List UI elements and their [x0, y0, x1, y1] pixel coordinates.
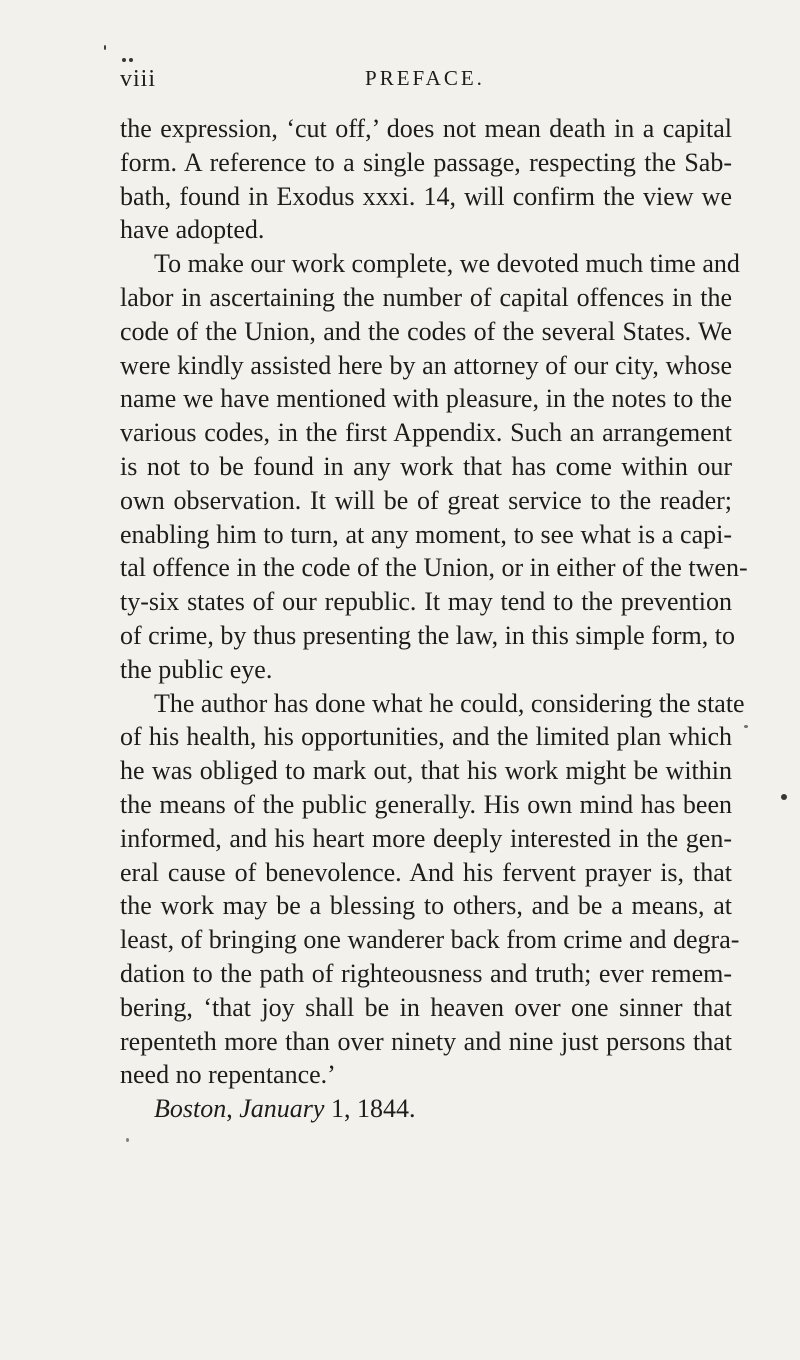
- text-line: form. A reference to a single passage, respecting the Sab-: [120, 147, 732, 177]
- signature-place: Boston: [154, 1094, 227, 1124]
- text-line: he was obliged to mark out, that his work might be within: [120, 756, 732, 786]
- text-line: least, of bringing one wanderer back from crime and degra-: [120, 925, 740, 955]
- ink-speck: [122, 58, 126, 62]
- text-line: bering, ‘that joy shall be in heaven over one sinner that: [120, 992, 732, 1022]
- ink-speck: [104, 45, 106, 50]
- signature-date: January: [239, 1094, 325, 1124]
- text-line: the public eye.: [120, 654, 273, 684]
- paragraph-start-line: The author has done what he could, considering the state: [154, 688, 745, 718]
- signature-line: Boston, January 1, 1844.: [154, 1094, 416, 1124]
- text-line: the expression, ‘cut off,’ does not mean death in a capital: [120, 114, 732, 143]
- text-line: have adopted.: [120, 215, 265, 245]
- text-line: is not to be found in any work that has come within our: [120, 451, 732, 481]
- signature-date-rest: 1, 1844.: [324, 1094, 416, 1124]
- text-line: name we have mentioned with pleasure, in the notes to the: [120, 384, 732, 414]
- ink-speck: [744, 725, 748, 728]
- text-line: ty-six states of our republic. It may tend to the prevention: [120, 587, 732, 617]
- ink-speck: [129, 58, 133, 62]
- text-line: enabling him to turn, at any moment, to see what is a capi-: [120, 519, 732, 549]
- text-line: of crime, by thus presenting the law, in this simple form, to: [120, 620, 735, 650]
- text-line: the means of the public generally. His own mind has been: [120, 789, 732, 819]
- page-number: viii: [120, 66, 157, 92]
- text-line: own observation. It will be of great service to the reader;: [120, 485, 732, 515]
- ink-speck: [126, 1138, 129, 1142]
- text-line: bath, found in Exodus xxxi. 14, will confirm the view we: [120, 181, 732, 211]
- text-line: were kindly assisted here by an attorney of our city, whose: [120, 350, 732, 380]
- text-line: repenteth more than over ninety and nine just persons that: [120, 1026, 732, 1056]
- running-head: PREFACE.: [365, 66, 485, 90]
- text-line: code of the Union, and the codes of the several States. We: [120, 316, 732, 346]
- text-line: the work may be a blessing to others, and be a means, at: [120, 891, 732, 921]
- text-line: various codes, in the first Appendix. Such an arrangement: [120, 418, 732, 448]
- ink-speck: [781, 794, 787, 800]
- text-line: labor in ascertaining the number of capital offences in the: [120, 282, 732, 312]
- page-header: [120, 60, 730, 100]
- text-line: informed, and his heart more deeply interested in the gen-: [120, 823, 732, 853]
- text-line: tal offence in the code of the Union, or in either of the twen-: [120, 553, 748, 583]
- text-line: eral cause of benevolence. And his fervent prayer is, that: [120, 857, 732, 887]
- paragraph-start-line: To make our work complete, we devoted much time and: [154, 249, 740, 279]
- text-line: need no repentance.’: [120, 1060, 336, 1090]
- text-line: of his health, his opportunities, and the limited plan which: [120, 722, 732, 752]
- preface-text: [120, 112, 748, 1126]
- text-line: dation to the path of righteousness and truth; ever remem-: [120, 958, 732, 988]
